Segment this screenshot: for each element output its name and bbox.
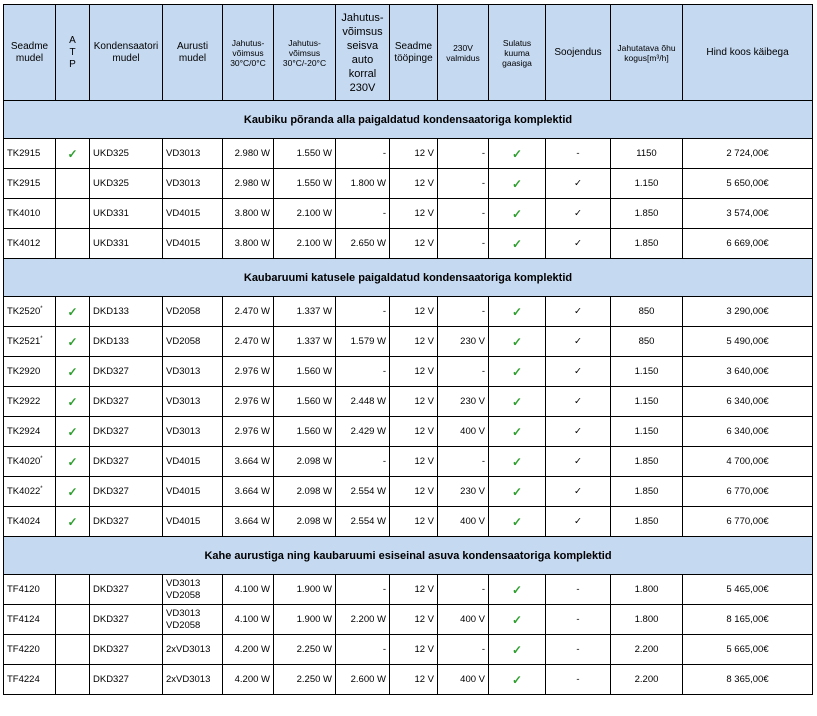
cell-condenser: UKD325 [90,139,163,169]
model-text: TK2915 [7,148,41,159]
footnote-marker: * [40,455,43,462]
cell-condenser: DKD327 [90,477,163,507]
cell-heating: - [546,635,611,665]
cell-power-standby: 2.650 W [336,229,390,259]
cell-air-volume: 1.150 [611,357,683,387]
cell-voltage: 12 V [390,417,438,447]
cell-air-volume: 1.800 [611,575,683,605]
cell-voltage: 12 V [390,297,438,327]
table-row [4,605,813,635]
cell-power-0: 2.470 W [223,297,274,327]
cell-price: 3 574,00€ [683,199,813,229]
cell-230v-ready: - [438,229,489,259]
cell-hot-gas-defrost: ✓ [489,387,546,417]
cell-power-standby: - [336,139,390,169]
cell-air-volume: 1.850 [611,447,683,477]
cell-atp: ✓ [56,297,90,327]
cell-power-minus20: 1.560 W [274,357,336,387]
evaporator-line: VD2058 [166,589,201,601]
cell-power-0: 2.980 W [223,169,274,199]
table-row [4,575,813,605]
cell-hot-gas-defrost: ✓ [489,665,546,695]
cell-atp: ✓ [56,327,90,357]
cell-evaporator: VD3013 [163,139,223,169]
table-row [4,327,813,357]
cell-heating: ✓ [546,357,611,387]
cell-atp [56,635,90,665]
cell-230v-ready: - [438,447,489,477]
cell-condenser: DKD327 [90,417,163,447]
cell-voltage: 12 V [390,447,438,477]
section-title: Kaubaruumi katusele paigaldatud kondensaatoriga komplektid [4,259,813,297]
cell-condenser: DKD327 [90,635,163,665]
footnote-marker: * [40,485,43,492]
cell-hot-gas-defrost: ✓ [489,447,546,477]
cell-atp: ✓ [56,387,90,417]
cell-price: 3 290,00€ [683,297,813,327]
cell-model [4,229,56,259]
cell-air-volume: 1.800 [611,605,683,635]
table-row [4,635,813,665]
cell-230v-ready: - [438,169,489,199]
cell-heating: ✓ [546,297,611,327]
cell-heating: ✓ [546,169,611,199]
table-row [4,169,813,199]
cell-power-minus20: 1.900 W [274,605,336,635]
header-condenser: Kondensaatori mudel [90,5,163,101]
cell-power-standby: 1.579 W [336,327,390,357]
cell-power-0: 3.664 W [223,477,274,507]
cell-price: 8 365,00€ [683,665,813,695]
cell-condenser: UKD331 [90,229,163,259]
cell-voltage: 12 V [390,575,438,605]
cell-heating: ✓ [546,417,611,447]
cell-model [4,357,56,387]
cell-230v-ready: 400 V [438,417,489,447]
cell-air-volume: 1.850 [611,229,683,259]
cell-air-volume: 1150 [611,139,683,169]
cell-power-0: 2.976 W [223,357,274,387]
cell-price: 3 640,00€ [683,357,813,387]
header-air-volume: Jahutatava õhu kogus[m³/h] [611,5,683,101]
header-row [4,5,813,101]
cell-evaporator: VD3013 [163,169,223,199]
header-230v-ready: 230V valmidus [438,5,489,101]
cell-voltage: 12 V [390,387,438,417]
cell-power-standby: - [336,199,390,229]
cell-power-0: 4.100 W [223,575,274,605]
cell-price: 5 465,00€ [683,575,813,605]
cell-model [4,417,56,447]
cell-voltage: 12 V [390,327,438,357]
cell-heating: ✓ [546,507,611,537]
evaporator-line: VD3013 [166,607,201,619]
cell-230v-ready: 230 V [438,477,489,507]
cell-condenser: DKD327 [90,387,163,417]
cell-power-standby: 1.800 W [336,169,390,199]
footnote-marker: * [40,335,43,342]
cell-voltage: 12 V [390,507,438,537]
cell-model [4,169,56,199]
model-text: TF4120 [7,584,40,595]
header-atp: A T P [56,5,90,101]
model-text: TK2920 [7,366,41,377]
cell-230v-ready: - [438,297,489,327]
cell-price: 4 700,00€ [683,447,813,477]
cell-hot-gas-defrost: ✓ [489,635,546,665]
cell-model [4,477,56,507]
cell-power-0: 4.200 W [223,635,274,665]
section-header [4,259,813,297]
table-row [4,477,813,507]
model-text: TK4022 [7,486,41,497]
cell-230v-ready: - [438,139,489,169]
cell-power-minus20: 2.100 W [274,199,336,229]
cell-evaporator: VD3013 [163,387,223,417]
cell-air-volume: 1.850 [611,199,683,229]
cell-voltage: 12 V [390,357,438,387]
cell-voltage: 12 V [390,199,438,229]
cell-evaporator: 2xVD3013 [163,665,223,695]
cell-air-volume: 1.150 [611,387,683,417]
cell-price: 5 490,00€ [683,327,813,357]
model-text: TF4124 [7,614,40,625]
table-row [4,229,813,259]
cell-model [4,605,56,635]
cell-hot-gas-defrost: ✓ [489,297,546,327]
cell-power-0: 2.980 W [223,139,274,169]
cell-hot-gas-defrost: ✓ [489,199,546,229]
cell-evaporator: VD4015 [163,199,223,229]
cell-evaporator: VD2058 [163,327,223,357]
cell-heating: - [546,139,611,169]
cell-voltage: 12 V [390,665,438,695]
table-row [4,417,813,447]
cell-air-volume: 1.150 [611,417,683,447]
cell-model [4,447,56,477]
model-text: TF4220 [7,644,40,655]
cell-power-standby: - [336,297,390,327]
cell-voltage: 12 V [390,229,438,259]
table-row [4,139,813,169]
section-header [4,101,813,139]
cell-230v-ready: 230 V [438,327,489,357]
cell-power-minus20: 2.098 W [274,477,336,507]
cell-power-0: 3.800 W [223,229,274,259]
table-row [4,199,813,229]
cell-230v-ready: - [438,575,489,605]
cell-model [4,327,56,357]
header-evaporator: Aurusti mudel [163,5,223,101]
model-text: TK2915 [7,178,41,189]
cell-price: 6 340,00€ [683,417,813,447]
cell-air-volume: 1.150 [611,169,683,199]
cell-air-volume: 850 [611,327,683,357]
cell-power-standby: 2.448 W [336,387,390,417]
cell-model [4,199,56,229]
cell-power-0: 2.976 W [223,387,274,417]
cell-heating: - [546,665,611,695]
cell-voltage: 12 V [390,477,438,507]
cell-power-standby: - [336,575,390,605]
cell-power-minus20: 2.098 W [274,447,336,477]
cell-price: 2 724,00€ [683,139,813,169]
cell-power-minus20: 2.100 W [274,229,336,259]
evaporator-line: VD2058 [166,619,201,631]
cell-air-volume: 2.200 [611,635,683,665]
cell-power-standby: - [336,635,390,665]
cell-air-volume: 1.850 [611,477,683,507]
cell-hot-gas-defrost: ✓ [489,169,546,199]
cell-hot-gas-defrost: ✓ [489,605,546,635]
cell-air-volume: 850 [611,297,683,327]
cell-model [4,139,56,169]
cell-atp: ✓ [56,477,90,507]
cell-condenser: DKD133 [90,297,163,327]
cell-230v-ready: 400 V [438,507,489,537]
cell-power-standby: 2.600 W [336,665,390,695]
cell-atp: ✓ [56,417,90,447]
cell-heating: ✓ [546,447,611,477]
cell-230v-ready: - [438,357,489,387]
table-row [4,507,813,537]
cell-hot-gas-defrost: ✓ [489,139,546,169]
cell-evaporator: 2xVD3013 [163,635,223,665]
cell-atp [56,575,90,605]
cell-power-0: 3.800 W [223,199,274,229]
cell-atp [56,169,90,199]
cell-atp [56,665,90,695]
cell-heating: - [546,575,611,605]
cell-condenser: UKD325 [90,169,163,199]
table-row [4,387,813,417]
cell-power-0: 4.100 W [223,605,274,635]
header-price: Hind koos käibega [683,5,813,101]
header-power-minus20: Jahutus-võimsus 30°C/-20°C [274,5,336,101]
cell-230v-ready: 400 V [438,665,489,695]
table-row [4,357,813,387]
table-row [4,297,813,327]
cell-condenser: DKD327 [90,575,163,605]
cell-power-0: 2.976 W [223,417,274,447]
header-voltage: Seadme tööpinge [390,5,438,101]
model-text: TK2922 [7,396,41,407]
cell-power-standby: 2.554 W [336,507,390,537]
cell-evaporator: VD4015 [163,507,223,537]
header-power-standby: Jahutus-võimsus seisva auto korral 230V [336,5,390,101]
cell-condenser: DKD133 [90,327,163,357]
cell-evaporator: VD2058 [163,297,223,327]
table-row [4,665,813,695]
cell-model [4,297,56,327]
cell-power-standby: - [336,357,390,387]
cell-evaporator: VD4015 [163,477,223,507]
table-body [4,101,813,695]
cell-power-standby: - [336,447,390,477]
header-power-0: Jahutus-võimsus 30°C/0°C [223,5,274,101]
cell-power-minus20: 1.550 W [274,169,336,199]
cell-power-0: 3.664 W [223,447,274,477]
cell-power-minus20: 1.550 W [274,139,336,169]
cell-power-minus20: 1.337 W [274,327,336,357]
cell-power-minus20: 1.900 W [274,575,336,605]
cell-atp [56,605,90,635]
model-text: TK4020 [7,456,41,467]
cell-evaporator: VD3013 [163,417,223,447]
cell-condenser: DKD327 [90,447,163,477]
footnote-marker: * [40,305,43,312]
cell-air-volume: 2.200 [611,665,683,695]
cell-voltage: 12 V [390,139,438,169]
evaporator-line: VD3013 [166,577,201,589]
cell-atp [56,199,90,229]
header-hot-gas-defrost: Sulatus kuuma gaasiga [489,5,546,101]
section-title: Kahe aurustiga ning kaubaruumi esiseinal asuva kondensaatoriga komplektid [4,537,813,575]
model-text: TK2521 [7,336,41,347]
cell-power-minus20: 1.560 W [274,417,336,447]
table-row [4,447,813,477]
cell-230v-ready: 230 V [438,387,489,417]
cell-heating: ✓ [546,387,611,417]
cell-hot-gas-defrost: ✓ [489,417,546,447]
cell-atp: ✓ [56,447,90,477]
cell-air-volume: 1.850 [611,507,683,537]
cell-atp: ✓ [56,357,90,387]
cell-model [4,387,56,417]
cell-hot-gas-defrost: ✓ [489,507,546,537]
cell-evaporator [163,575,223,605]
cell-power-0: 2.470 W [223,327,274,357]
cell-price: 5 650,00€ [683,169,813,199]
cell-atp: ✓ [56,507,90,537]
cell-hot-gas-defrost: ✓ [489,477,546,507]
cell-voltage: 12 V [390,635,438,665]
cell-power-standby: 2.200 W [336,605,390,635]
cell-power-minus20: 2.098 W [274,507,336,537]
cell-heating: ✓ [546,199,611,229]
cell-hot-gas-defrost: ✓ [489,327,546,357]
cell-230v-ready: - [438,635,489,665]
cell-hot-gas-defrost: ✓ [489,575,546,605]
cell-evaporator: VD3013 [163,357,223,387]
cell-power-standby: 2.429 W [336,417,390,447]
cell-power-minus20: 1.337 W [274,297,336,327]
cell-evaporator [163,605,223,635]
cell-price: 6 340,00€ [683,387,813,417]
cell-hot-gas-defrost: ✓ [489,229,546,259]
cell-power-standby: 2.554 W [336,477,390,507]
cell-power-0: 4.200 W [223,665,274,695]
model-text: TK2520 [7,306,41,317]
section-header [4,537,813,575]
cell-condenser: DKD327 [90,507,163,537]
header-model: Seadme mudel [4,5,56,101]
price-table [3,4,813,695]
cell-model [4,507,56,537]
cell-price: 6 770,00€ [683,477,813,507]
cell-price: 6 770,00€ [683,507,813,537]
cell-price: 5 665,00€ [683,635,813,665]
cell-model [4,635,56,665]
cell-power-0: 3.664 W [223,507,274,537]
model-text: TF4224 [7,674,40,685]
cell-evaporator: VD4015 [163,447,223,477]
cell-atp [56,229,90,259]
model-text: TK2924 [7,426,41,437]
cell-model [4,665,56,695]
cell-230v-ready: - [438,199,489,229]
cell-230v-ready: 400 V [438,605,489,635]
cell-price: 6 669,00€ [683,229,813,259]
cell-condenser: DKD327 [90,357,163,387]
model-text: TK4024 [7,516,41,527]
cell-power-minus20: 2.250 W [274,665,336,695]
section-title: Kaubiku põranda alla paigaldatud kondensaatoriga komplektid [4,101,813,139]
cell-condenser: UKD331 [90,199,163,229]
cell-price: 8 165,00€ [683,605,813,635]
cell-condenser: DKD327 [90,665,163,695]
cell-condenser: DKD327 [90,605,163,635]
cell-power-minus20: 1.560 W [274,387,336,417]
cell-evaporator: VD4015 [163,229,223,259]
cell-hot-gas-defrost: ✓ [489,357,546,387]
cell-voltage: 12 V [390,169,438,199]
cell-voltage: 12 V [390,605,438,635]
cell-heating: ✓ [546,229,611,259]
cell-power-minus20: 2.250 W [274,635,336,665]
cell-heating: - [546,605,611,635]
cell-model [4,575,56,605]
model-text: TK4012 [7,238,41,249]
header-heating: Soojendus [546,5,611,101]
cell-heating: ✓ [546,477,611,507]
model-text: TK4010 [7,208,41,219]
cell-atp: ✓ [56,139,90,169]
cell-heating: ✓ [546,327,611,357]
